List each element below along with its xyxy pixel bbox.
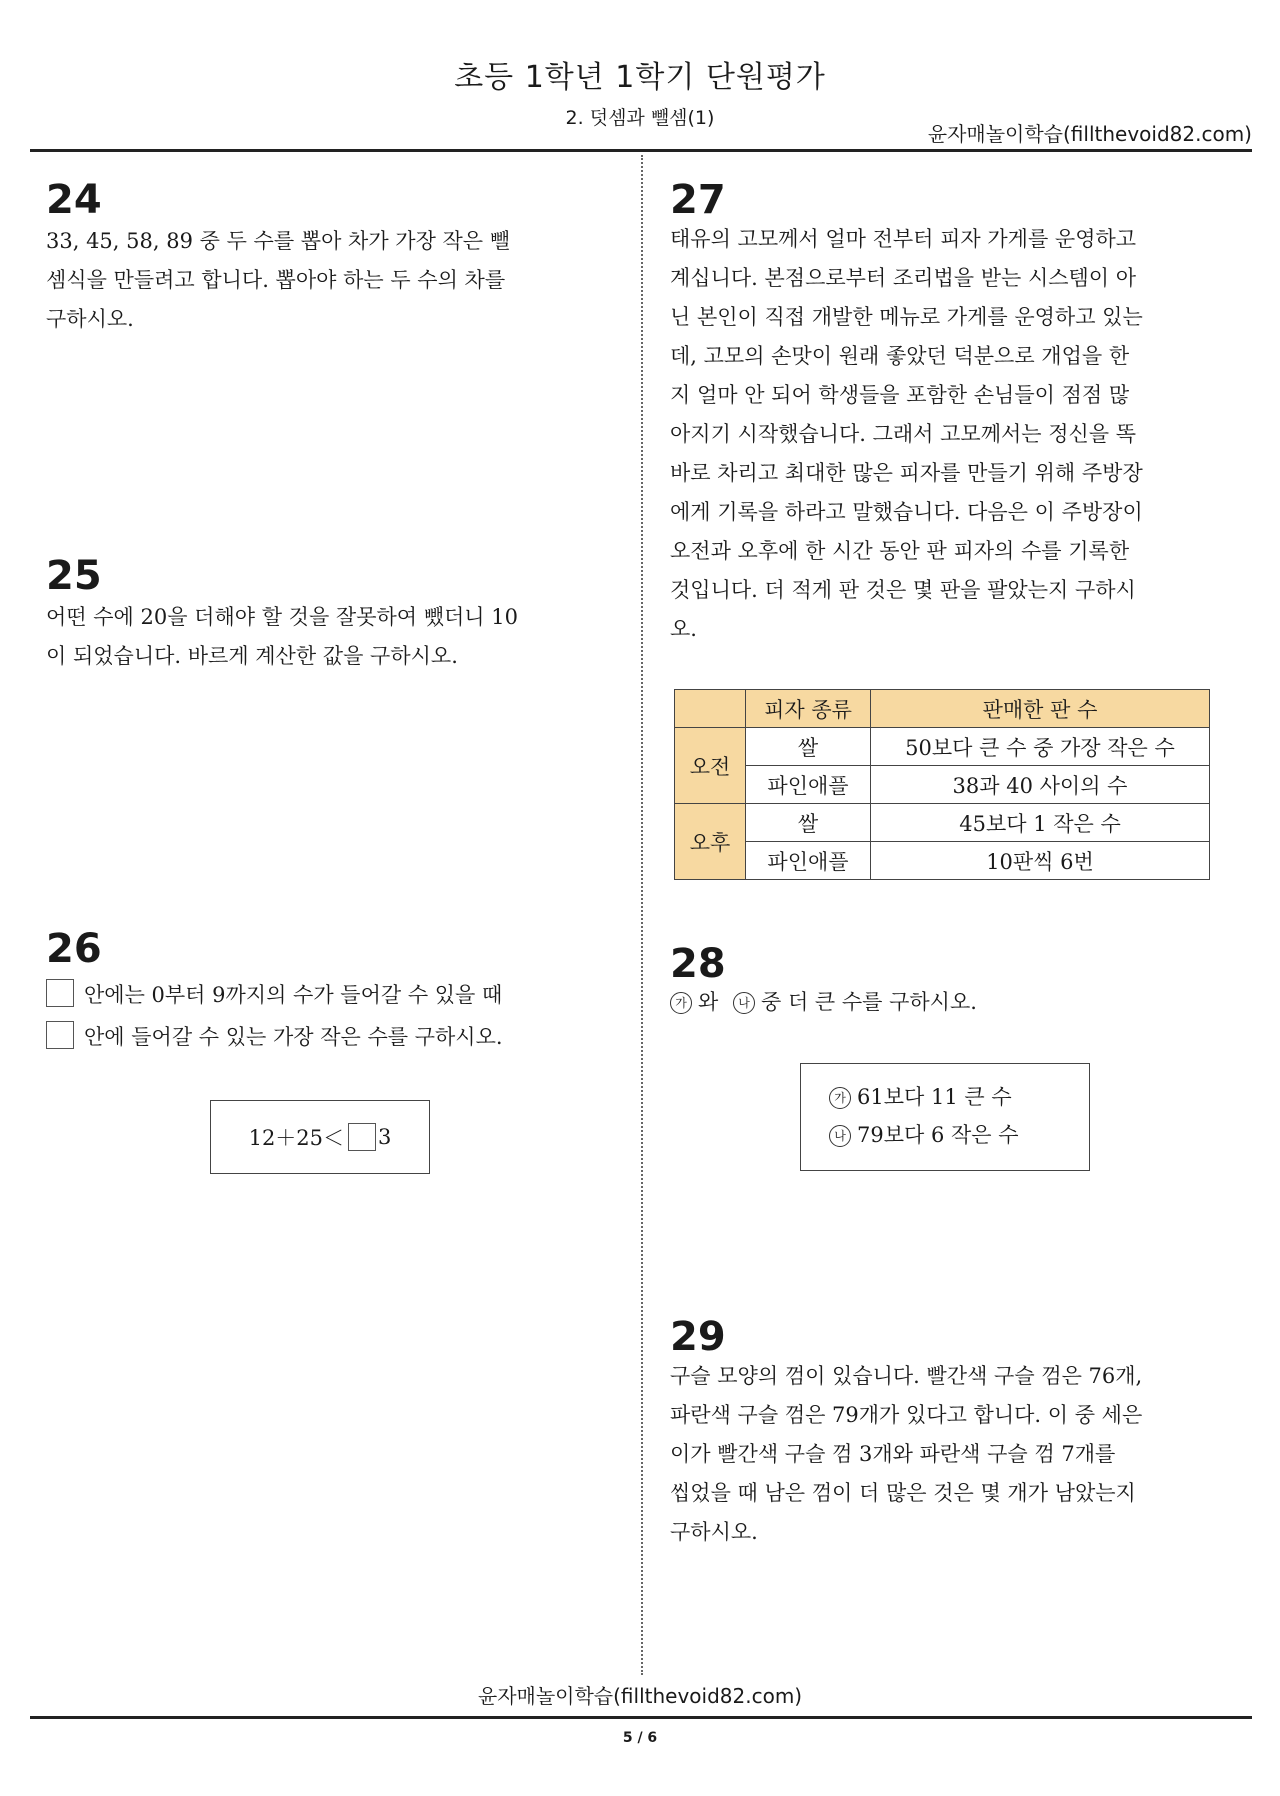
page-number: 5 / 6 — [622, 1730, 658, 1746]
page-subtitle: 2. 덧셈과 뺄셈(1) — [565, 107, 715, 129]
question-27-line-4: 데, 고모의 손맛이 원래 좋았던 덕분으로 개업을 한 — [670, 344, 1130, 368]
question-29-number: 29 — [670, 1314, 726, 1360]
afternoon-label: 오후 — [675, 804, 746, 880]
table-row — [675, 842, 1210, 880]
question-24-line-1: 33, 45, 58, 89 중 두 수를 뽑아 차가 가장 작은 뺄 — [46, 229, 511, 253]
question-29-text — [670, 1357, 1218, 1552]
table-row — [675, 804, 1210, 842]
question-29-line-5: 구하시오. — [670, 1520, 758, 1544]
circled-ga-icon: 가 — [829, 1087, 851, 1109]
table-header-cell: 피자 종류 — [746, 690, 871, 728]
footer-brand: 윤자매놀이학습(fillthevoid82.com) — [477, 1684, 803, 1708]
table-cell: 쌀 — [746, 804, 871, 842]
question-26-number: 26 — [46, 926, 102, 972]
question-29-line-4: 씹었을 때 남은 껌이 더 많은 것은 몇 개가 남았는지 — [670, 1481, 1136, 1505]
question-27-line-2: 계십니다. 본점으로부터 조리법을 받는 시스템이 아 — [670, 266, 1137, 290]
question-27-line-11: 오. — [670, 617, 697, 641]
question-25-number: 25 — [46, 553, 102, 599]
question-28-tail: 중 더 큰 수를 구하시오. — [760, 990, 977, 1014]
question-24-line-3: 구하시오. — [46, 307, 134, 331]
question-28-item-b: 나 79보다 6 작은 수 — [829, 1116, 1089, 1154]
question-28-mid: 와 — [698, 990, 719, 1014]
question-27-number: 27 — [670, 177, 726, 223]
question-26-line-2: 안에 들어갈 수 있는 가장 작은 수를 구하시오. — [84, 1025, 503, 1049]
question-29-line-3: 이가 빨간색 구슬 껌 3개와 파란색 구슬 껌 7개를 — [670, 1442, 1116, 1466]
question-27-line-7: 바로 차리고 최대한 많은 피자를 만들기 위해 주방장 — [670, 461, 1143, 485]
blank-box-icon — [46, 979, 74, 1007]
question-26-text — [46, 974, 594, 1058]
circled-ga-icon: 가 — [670, 992, 692, 1014]
question-27-line-9: 오전과 오후에 한 시간 동안 판 피자의 수를 기록한 — [670, 539, 1130, 563]
column-divider — [641, 155, 643, 1675]
table-cell: 10판씩 6번 — [871, 842, 1210, 880]
question-28-number: 28 — [670, 941, 726, 987]
circled-na-icon: 나 — [829, 1125, 851, 1147]
table-cell: 쌀 — [746, 728, 871, 766]
table-cell: 파인애플 — [746, 842, 871, 880]
question-28-item-a: 가 61보다 11 큰 수 — [829, 1078, 1089, 1116]
question-27-line-8: 에게 기록을 하라고 말했습니다. 다음은 이 주방장이 — [670, 500, 1143, 524]
question-27-line-6: 아지기 시작했습니다. 그래서 고모께서는 정신을 똑 — [670, 422, 1137, 446]
question-28-items-box — [800, 1063, 1090, 1171]
question-29-line-1: 구슬 모양의 껌이 있습니다. 빨간색 구슬 껌은 76개, — [670, 1364, 1143, 1388]
question-24-text — [46, 222, 594, 339]
blank-square-icon — [348, 1123, 376, 1151]
table-cell: 50보다 큰 수 중 가장 작은 수 — [871, 728, 1210, 766]
question-24-number: 24 — [46, 177, 102, 223]
question-26-line-1: 안에는 0부터 9까지의 수가 들어갈 수 있을 때 — [84, 983, 503, 1007]
header-rule — [30, 149, 1252, 152]
question-27-line-1: 태유의 고모께서 얼마 전부터 피자 가게를 운영하고 — [670, 227, 1137, 251]
question-26-expression-box — [210, 1100, 430, 1174]
circled-na-icon: 나 — [733, 992, 755, 1014]
expression-right: 3 — [378, 1125, 392, 1149]
question-27-line-5: 지 얼마 안 되어 학생들을 포함한 손님들이 점점 많 — [670, 383, 1130, 407]
morning-label: 오전 — [675, 728, 746, 804]
question-24-line-2: 셈식을 만들려고 합니다. 뽑아야 하는 두 수의 차를 — [46, 268, 506, 292]
table-cell: 45보다 1 작은 수 — [871, 804, 1210, 842]
question-25-text — [46, 598, 594, 676]
pizza-sales-table — [674, 689, 1210, 880]
question-29-line-2: 파란색 구슬 껌은 79개가 있다고 합니다. 이 중 세은 — [670, 1403, 1143, 1427]
expression-left: 12＋25＜ — [248, 1126, 345, 1150]
table-header-cell — [675, 690, 746, 728]
header-brand: 윤자매놀이학습(fillthevoid82.com) — [927, 122, 1252, 146]
question-25-line-1: 어떤 수에 20을 더해야 할 것을 잘못하여 뺐더니 10 — [46, 605, 518, 629]
page-title: 초등 1학년 1학기 단원평가 — [454, 60, 826, 95]
question-27-text — [670, 220, 1218, 649]
question-25-line-2: 이 되었습니다. 바르게 계산한 값을 구하시오. — [46, 644, 458, 668]
table-row — [675, 728, 1210, 766]
blank-box-icon — [46, 1021, 74, 1049]
question-27-line-3: 닌 본인이 직접 개발한 메뉴로 가게를 운영하고 있는 — [670, 305, 1143, 329]
table-header-row — [675, 690, 1210, 728]
question-27-line-10: 것입니다. 더 적게 판 것은 몇 판을 팔았는지 구하시 — [670, 578, 1136, 602]
footer-rule — [30, 1716, 1252, 1719]
table-header-cell: 판매한 판 수 — [871, 690, 1210, 728]
table-cell: 파인애플 — [746, 766, 871, 804]
table-row — [675, 766, 1210, 804]
question-28-text — [670, 983, 1218, 1022]
table-cell: 38과 40 사이의 수 — [871, 766, 1210, 804]
